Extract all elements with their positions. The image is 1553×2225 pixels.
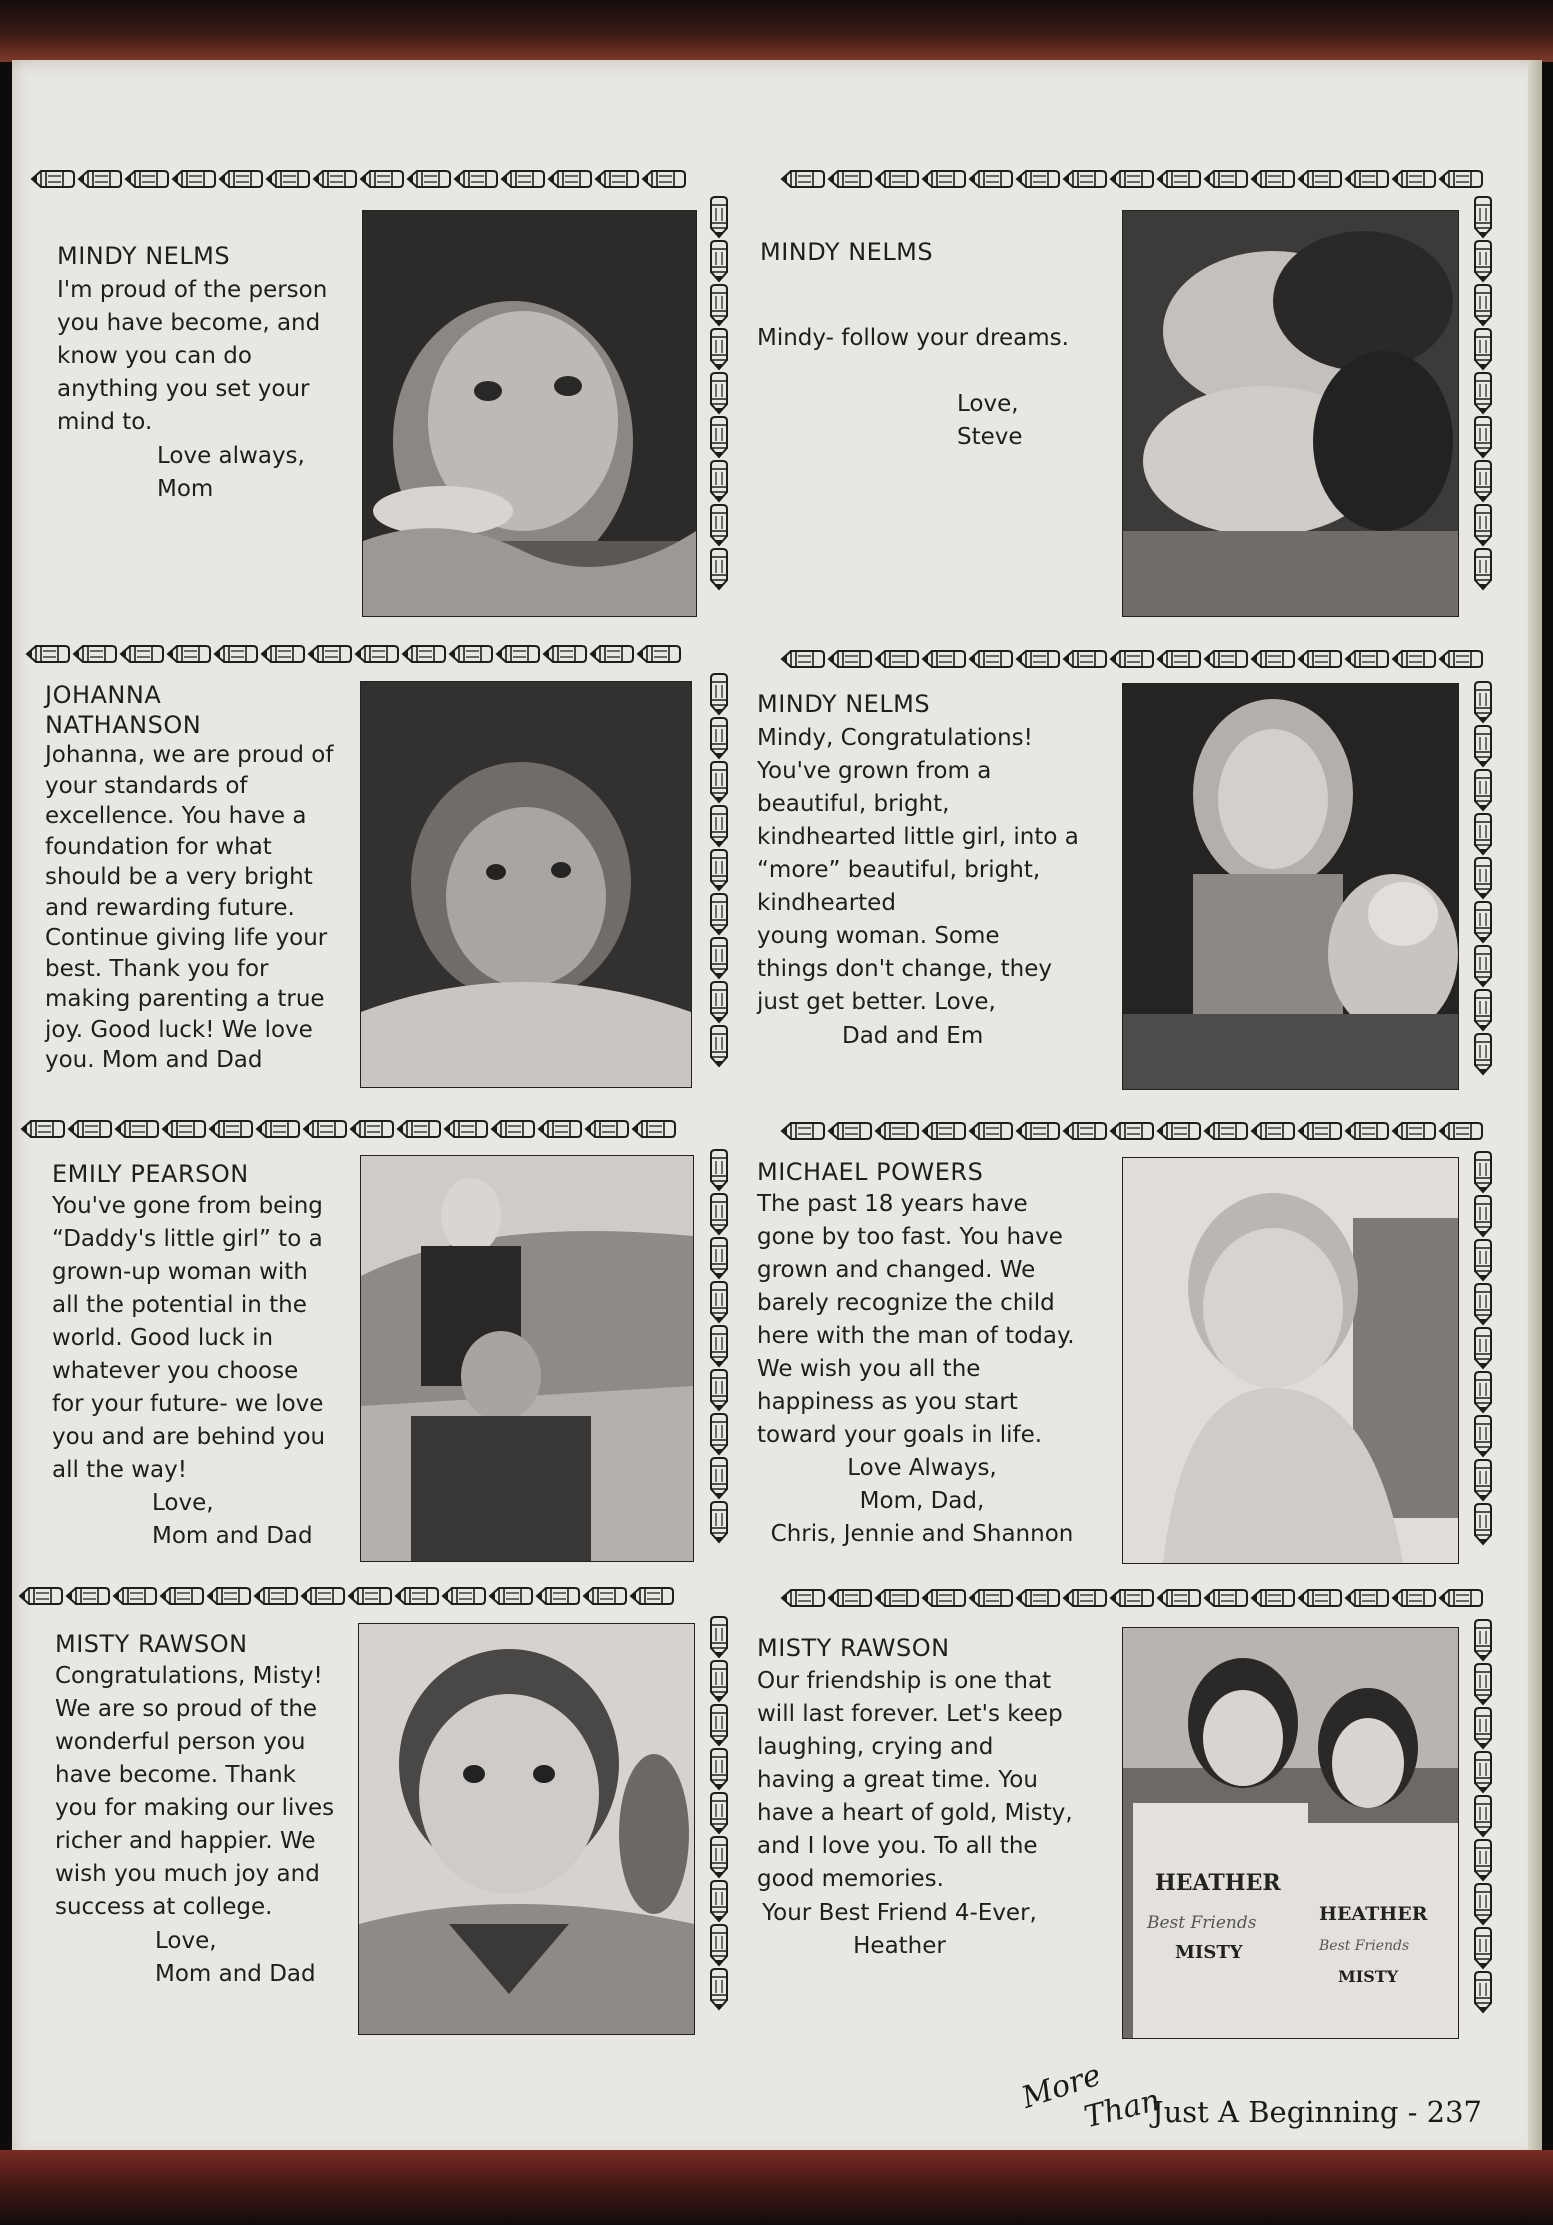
pencil-icon xyxy=(708,848,730,892)
pencil-border-side xyxy=(708,1148,732,1560)
pencil-icon xyxy=(312,168,357,190)
pencil-icon xyxy=(708,239,730,283)
pencil-icon xyxy=(1472,944,1494,988)
pencil-icon xyxy=(18,1585,63,1607)
pencil-icon xyxy=(1203,1587,1248,1609)
pencil-icon xyxy=(208,1118,253,1140)
pencil-icon xyxy=(1062,1587,1107,1609)
pencil-border-top xyxy=(780,1587,1488,1613)
pencil-icon xyxy=(1297,648,1342,670)
baby-photo xyxy=(362,210,697,617)
student-name: MINDY NELMS xyxy=(757,690,931,718)
pencil-border-side xyxy=(1472,680,1496,1090)
pencil-icon xyxy=(708,283,730,327)
pencil-icon xyxy=(1472,856,1494,900)
pencil-icon xyxy=(1472,680,1494,724)
pencil-icon xyxy=(1472,503,1494,547)
pencil-icon xyxy=(542,643,587,665)
pencil-icon xyxy=(708,980,730,1024)
pencil-icon xyxy=(1109,1587,1154,1609)
pencil-icon xyxy=(1156,1587,1201,1609)
pencil-icon xyxy=(1472,1970,1494,2014)
pencil-icon xyxy=(708,1879,730,1923)
pencil-icon xyxy=(255,1118,300,1140)
pencil-icon xyxy=(1472,371,1494,415)
ad-closing: Dad and Em xyxy=(842,1023,984,1049)
pencil-icon xyxy=(166,643,211,665)
pencil-icon xyxy=(537,1118,582,1140)
bottom-page-edge xyxy=(0,2150,1553,2225)
pencil-icon xyxy=(359,168,404,190)
pencil-icon xyxy=(354,643,399,665)
pencil-icon xyxy=(1472,327,1494,371)
pencil-icon xyxy=(708,1280,730,1324)
pencil-icon xyxy=(631,1118,676,1140)
pencil-border-side xyxy=(708,1615,732,2035)
toddler-boy-photo xyxy=(1122,1157,1459,1564)
pencil-icon xyxy=(708,892,730,936)
pencil-icon xyxy=(1472,1502,1494,1546)
pencil-icon xyxy=(780,648,825,670)
pencil-icon xyxy=(265,168,310,190)
pencil-border-top xyxy=(780,648,1488,674)
pencil-border-top xyxy=(18,1585,720,1611)
pencil-icon xyxy=(1391,648,1436,670)
pencil-icon xyxy=(708,503,730,547)
ad-message: Johanna, we are proud of your standards of excellence. You have a foundation for what should be a very bright and rewarding future. Continue giving life your best. Thank you for making parenting a true joy. Good luck! We love you. Mom and Dad xyxy=(45,742,334,1073)
ad-message: I'm proud of the person you have become, and know you can do anything you set your mind to. xyxy=(57,277,328,435)
pencil-icon xyxy=(1391,168,1436,190)
pencil-icon xyxy=(708,1024,730,1068)
pencil-icon xyxy=(1472,768,1494,812)
pencil-icon xyxy=(25,643,70,665)
pencil-icon xyxy=(827,648,872,670)
pencil-icon xyxy=(1472,1838,1494,1882)
student-name: MINDY NELMS xyxy=(57,242,231,270)
pencil-icon xyxy=(827,1587,872,1609)
pencil-icon xyxy=(1472,724,1494,768)
pencil-icon xyxy=(1203,168,1248,190)
pencil-icon xyxy=(302,1118,347,1140)
pencil-icon xyxy=(1472,1706,1494,1750)
siblings-sleeping-photo xyxy=(1122,210,1459,617)
pencil-icon xyxy=(1391,1120,1436,1142)
pencil-icon xyxy=(1344,1120,1389,1142)
pencil-icon xyxy=(1472,1238,1494,1282)
pencil-icon xyxy=(1156,168,1201,190)
pencil-icon xyxy=(1472,1282,1494,1326)
pencil-icon xyxy=(441,1585,486,1607)
pencil-icon xyxy=(1344,648,1389,670)
pencil-icon xyxy=(874,648,919,670)
pencil-icon xyxy=(1472,195,1494,239)
pencil-icon xyxy=(406,168,451,190)
baby-photo xyxy=(360,681,692,1088)
pencil-icon xyxy=(1344,168,1389,190)
pencil-icon xyxy=(921,168,966,190)
pencil-icon xyxy=(594,168,639,190)
pencil-icon xyxy=(708,1791,730,1835)
pencil-border-top xyxy=(780,168,1488,194)
pencil-icon xyxy=(1015,648,1060,670)
pencil-icon xyxy=(1015,168,1060,190)
pencil-icon xyxy=(708,1703,730,1747)
pencil-icon xyxy=(1472,1326,1494,1370)
pencil-icon xyxy=(349,1118,394,1140)
pencil-icon xyxy=(780,168,825,190)
ad-message: Our friendship is one that will last forever. Let's keep laughing, crying and having a great time. You have a heart of gold, Misty, and I love you. To all the good memories. xyxy=(757,1668,1073,1892)
pencil-icon xyxy=(1250,168,1295,190)
pencil-icon xyxy=(921,648,966,670)
ad-message: You've gone from being “Daddy's little girl” to a grown-up woman with all the potential in the world. Good luck in whatever you choose for your future- we love you and are behind you all the way! xyxy=(52,1193,326,1483)
pencil-icon xyxy=(253,1585,298,1607)
pencil-icon xyxy=(708,1659,730,1703)
pencil-icon xyxy=(708,1615,730,1659)
ad-message: Mindy- follow your dreams. xyxy=(757,325,1069,351)
pencil-icon xyxy=(535,1585,580,1607)
pencil-icon xyxy=(921,1587,966,1609)
pencil-icon xyxy=(708,371,730,415)
pencil-icon xyxy=(1062,168,1107,190)
pencil-icon xyxy=(629,1585,674,1607)
pencil-icon xyxy=(77,168,122,190)
pencil-icon xyxy=(1472,1882,1494,1926)
pencil-icon xyxy=(72,643,117,665)
ad-message: The past 18 years have gone by too fast. You have grown and changed. We barely recognize the child here with the man of today. We wish you all the happiness as you start toward your goals in life. xyxy=(757,1191,1075,1448)
shirt-text-heather-right: HEATHER xyxy=(1319,1903,1428,1925)
pencil-icon xyxy=(1391,1587,1436,1609)
pencil-icon xyxy=(1472,1032,1494,1076)
pencil-icon xyxy=(114,1118,159,1140)
pencil-icon xyxy=(213,643,258,665)
pencil-icon xyxy=(347,1585,392,1607)
pencil-icon xyxy=(1250,1587,1295,1609)
pencil-icon xyxy=(708,1747,730,1791)
pencil-icon xyxy=(119,643,164,665)
ad-closing: Love, Mom and Dad xyxy=(155,1928,316,1987)
pencil-icon xyxy=(1015,1120,1060,1142)
pencil-icon xyxy=(708,1500,730,1544)
footer-script-than: Than xyxy=(1080,2082,1164,2136)
pencil-icon xyxy=(1062,648,1107,670)
pencil-icon xyxy=(1203,1120,1248,1142)
shirt-text-friends-left: Best Friends xyxy=(1147,1913,1257,1933)
pencil-icon xyxy=(708,804,730,848)
pencil-icon xyxy=(1472,1414,1494,1458)
pencil-icon xyxy=(124,168,169,190)
pencil-icon xyxy=(396,1118,441,1140)
student-name: EMILY PEARSON xyxy=(52,1160,249,1188)
pencil-icon xyxy=(1472,1458,1494,1502)
pencil-icon xyxy=(1438,1587,1483,1609)
footer-script-title xyxy=(1017,2057,1164,2136)
boy-photo-image xyxy=(1123,1158,1458,1563)
pencil-icon xyxy=(827,168,872,190)
ad-message: Congratulations, Misty! We are so proud of the wonderful person you have become. Thank you for making our lives richer and happier. We wish you much joy and success at college. xyxy=(55,1663,335,1920)
pencil-icon xyxy=(1203,648,1248,670)
pencil-icon xyxy=(1472,459,1494,503)
pencil-icon xyxy=(708,195,730,239)
pencil-icon xyxy=(708,1412,730,1456)
pencil-icon xyxy=(1472,900,1494,944)
pencil-icon xyxy=(1472,1750,1494,1794)
student-name: MICHAEL POWERS xyxy=(757,1158,984,1186)
pencil-icon xyxy=(1472,1194,1494,1238)
ad-closing: Your Best Friend 4-Ever, Heather xyxy=(762,1900,1037,1959)
student-name: MISTY RAWSON xyxy=(55,1630,248,1658)
pencil-icon xyxy=(584,1118,629,1140)
pencil-icon xyxy=(453,168,498,190)
pencil-icon xyxy=(1472,988,1494,1032)
pencil-icon xyxy=(827,1120,872,1142)
pencil-icon xyxy=(708,415,730,459)
pencil-border-side xyxy=(1472,195,1496,615)
pencil-icon xyxy=(1156,1120,1201,1142)
ad-closing: Love always, Mom xyxy=(157,443,305,502)
ad-closing: Love Always, Mom, Dad, Chris, Jennie and Shannon xyxy=(770,1455,1074,1547)
page-spine xyxy=(1528,60,1542,2158)
pencil-icon xyxy=(708,1456,730,1500)
pencil-border-side xyxy=(1472,1618,1496,2038)
baby-photo-image xyxy=(363,211,696,616)
pencil-icon xyxy=(1109,648,1154,670)
shirt-text-misty-right: MISTY xyxy=(1338,1967,1399,1986)
pencil-icon xyxy=(708,936,730,980)
pencil-icon xyxy=(582,1585,627,1607)
smiling-toddler-photo xyxy=(358,1623,695,2035)
pencil-icon xyxy=(112,1585,157,1607)
pencil-icon xyxy=(968,168,1013,190)
pencil-icon xyxy=(67,1118,112,1140)
pencil-icon xyxy=(708,672,730,716)
pencil-icon xyxy=(1250,1120,1295,1142)
pencil-icon xyxy=(495,643,540,665)
student-name: JOHANNA NATHANSON xyxy=(45,681,202,739)
pencil-icon xyxy=(1472,415,1494,459)
footer-title-page-number: Just A Beginning - 237 xyxy=(1152,2095,1482,2129)
pencil-icon xyxy=(1472,1150,1494,1194)
pencil-icon xyxy=(921,1120,966,1142)
pencil-icon xyxy=(260,643,305,665)
pencil-icon xyxy=(1472,1618,1494,1662)
pencil-icon xyxy=(1250,648,1295,670)
shirt-text-friends-right: Best Friends xyxy=(1319,1938,1410,1954)
pencil-icon xyxy=(65,1585,110,1607)
pencil-icon xyxy=(1472,547,1494,591)
ad-message: Mindy, Congratulations! You've grown from a beautiful, bright, kindhearted little girl, into a “more” beautiful, bright, kindhearted young woman. Some things don't change, they just get better. Love, xyxy=(757,725,1079,1015)
pencil-icon xyxy=(780,1120,825,1142)
pencil-icon xyxy=(708,760,730,804)
pencil-icon xyxy=(708,716,730,760)
pencil-icon xyxy=(1472,1794,1494,1838)
pencil-icon xyxy=(1438,1120,1483,1142)
pencil-icon xyxy=(589,643,634,665)
pencil-icon xyxy=(1472,239,1494,283)
pencil-icon xyxy=(1297,1587,1342,1609)
pencil-border-side xyxy=(1472,1150,1496,1562)
pencil-border-side xyxy=(708,672,732,1082)
pencil-icon xyxy=(708,1967,730,2011)
siblings-photo-image xyxy=(1123,211,1458,616)
pencil-icon xyxy=(780,1587,825,1609)
pencil-icon xyxy=(206,1585,251,1607)
shirt-text-heather-left: HEATHER xyxy=(1155,1870,1281,1896)
pencil-border-top xyxy=(20,1118,720,1144)
ad-closing: Love, Mom and Dad xyxy=(152,1490,313,1549)
toddler-photo-image xyxy=(359,1624,694,2034)
pencil-icon xyxy=(874,1120,919,1142)
pencil-border-top xyxy=(25,643,720,669)
pencil-icon xyxy=(448,643,493,665)
pencil-icon xyxy=(30,168,75,190)
pencil-icon xyxy=(1015,1587,1060,1609)
pencil-icon xyxy=(708,327,730,371)
pencil-icon xyxy=(1472,1926,1494,1970)
shirt-text-misty-left: MISTY xyxy=(1175,1942,1243,1963)
pencil-icon xyxy=(488,1585,533,1607)
pencil-icon xyxy=(161,1118,206,1140)
pencil-icon xyxy=(1062,1120,1107,1142)
girl-with-teddy-bear-photo xyxy=(1122,683,1459,1090)
pencil-icon xyxy=(968,648,1013,670)
top-page-edge xyxy=(0,0,1553,62)
ad-closing: Love, Steve xyxy=(957,391,1023,450)
pencil-icon xyxy=(641,168,686,190)
pencil-icon xyxy=(1109,1120,1154,1142)
student-name: MINDY NELMS xyxy=(760,238,934,266)
pencil-icon xyxy=(708,1148,730,1192)
pencil-icon xyxy=(1438,168,1483,190)
pencil-icon xyxy=(1472,283,1494,327)
pencil-icon xyxy=(300,1585,345,1607)
pencil-icon xyxy=(1438,648,1483,670)
pencil-icon xyxy=(1156,648,1201,670)
pencil-icon xyxy=(1297,1120,1342,1142)
pencil-icon xyxy=(1472,1370,1494,1414)
pencil-icon xyxy=(443,1118,488,1140)
baby-photo-image xyxy=(361,682,691,1087)
pencil-icon xyxy=(708,459,730,503)
pencil-icon xyxy=(708,1368,730,1412)
pencil-icon xyxy=(401,643,446,665)
teddy-photo-image xyxy=(1123,684,1458,1089)
friends-photo-image xyxy=(1123,1628,1458,2038)
pencil-icon xyxy=(500,168,545,190)
pencil-icon xyxy=(1344,1587,1389,1609)
pencil-icon xyxy=(968,1587,1013,1609)
pencil-border-top xyxy=(30,168,720,194)
pencil-icon xyxy=(1472,812,1494,856)
pencil-icon xyxy=(218,168,263,190)
pencil-icon xyxy=(708,1236,730,1280)
student-name: MISTY RAWSON xyxy=(757,1634,950,1662)
pencil-icon xyxy=(171,168,216,190)
pencil-icon xyxy=(547,168,592,190)
pencil-icon xyxy=(874,168,919,190)
pencil-icon xyxy=(394,1585,439,1607)
pencil-border-side xyxy=(708,195,732,615)
mountain-photo-image xyxy=(361,1156,693,1561)
pencil-icon xyxy=(307,643,352,665)
pencil-icon xyxy=(1297,168,1342,190)
pencil-icon xyxy=(708,1192,730,1236)
pencil-icon xyxy=(708,547,730,591)
pencil-icon xyxy=(708,1835,730,1879)
pencil-icon xyxy=(20,1118,65,1140)
pencil-icon xyxy=(1109,168,1154,190)
pencil-icon xyxy=(490,1118,535,1140)
pencil-border-top xyxy=(780,1120,1488,1146)
pencil-icon xyxy=(968,1120,1013,1142)
best-friends-photo xyxy=(1122,1627,1459,2039)
pencil-icon xyxy=(159,1585,204,1607)
father-daughter-mountain-photo xyxy=(360,1155,694,1562)
pencil-icon xyxy=(708,1324,730,1368)
pencil-icon xyxy=(874,1587,919,1609)
footer-script-more: More xyxy=(1017,2057,1106,2116)
pencil-icon xyxy=(636,643,681,665)
pencil-icon xyxy=(708,1923,730,1967)
pencil-icon xyxy=(1472,1662,1494,1706)
